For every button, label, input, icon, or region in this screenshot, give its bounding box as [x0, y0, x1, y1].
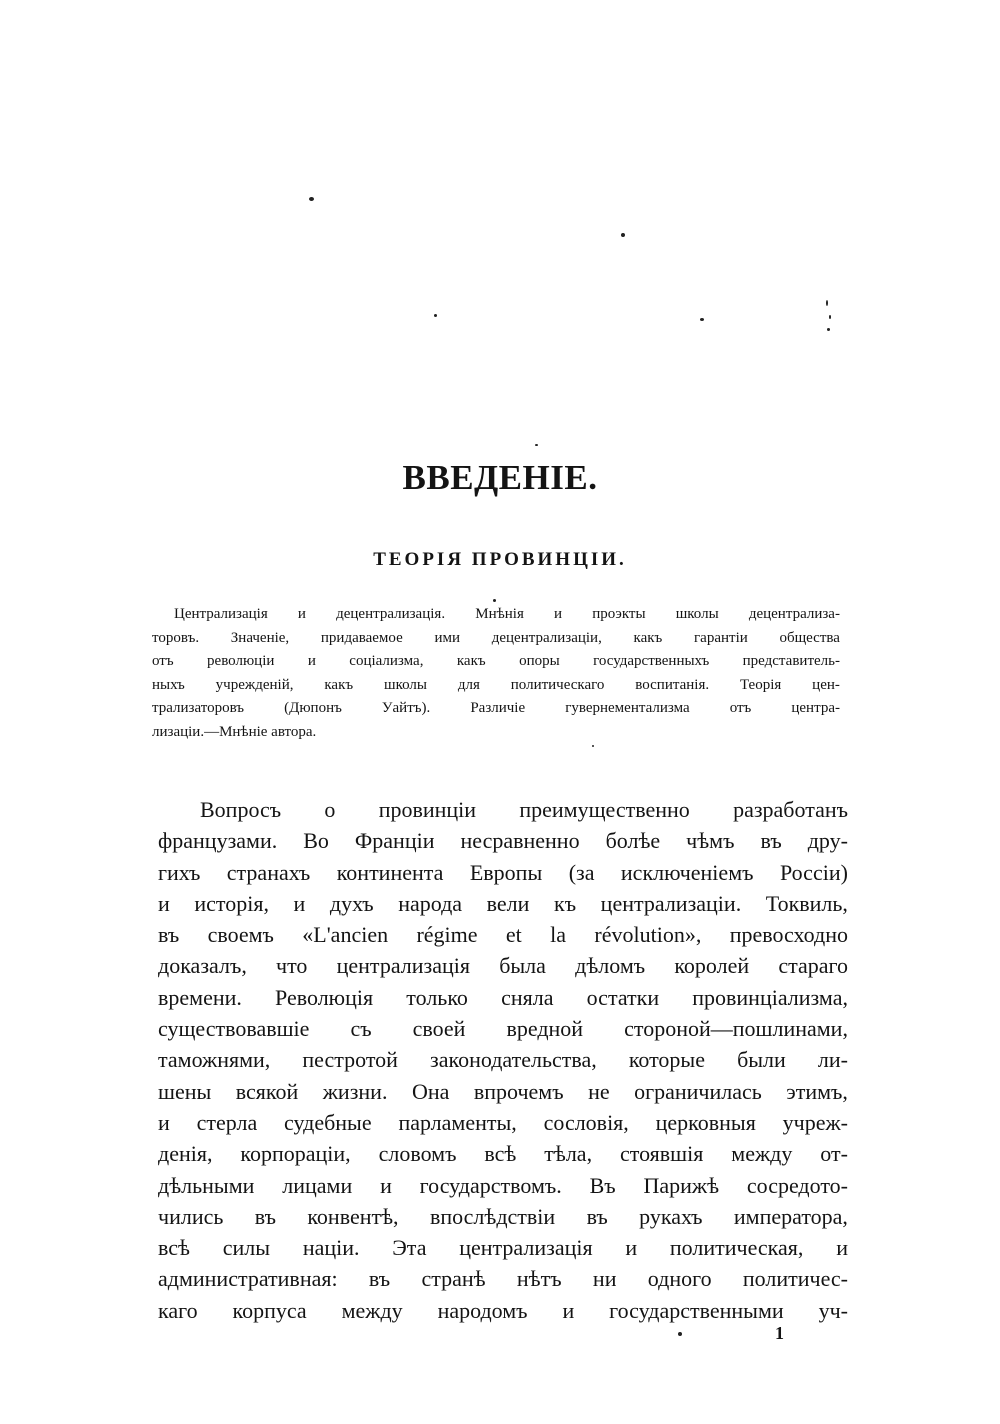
word: силы [222, 1235, 271, 1261]
text-line [158, 1138, 848, 1169]
text-line [158, 825, 848, 856]
word: соціализма, [349, 653, 424, 669]
word: сосредото- [746, 1172, 848, 1198]
word: и [307, 653, 316, 669]
word: центра- [791, 700, 840, 716]
word: странахъ [226, 859, 311, 885]
word: (Дюпонъ [284, 700, 342, 716]
word: остатки [586, 984, 660, 1010]
word: опоры [519, 653, 560, 669]
word: Россіи) [779, 859, 848, 885]
word: впрочемъ [473, 1078, 564, 1104]
word: гувернементализма [565, 700, 690, 716]
word: словомъ [378, 1141, 457, 1167]
word: денія, [158, 1141, 213, 1167]
word: централизаціи. [600, 890, 742, 916]
ink-speck [678, 1332, 682, 1336]
word: континента [336, 859, 444, 885]
text-line [158, 1295, 848, 1326]
word: превосходно [729, 922, 848, 948]
text-line [152, 674, 840, 698]
word: чѣмъ [686, 828, 735, 854]
word: отъ [152, 653, 174, 669]
word: ограничилась [634, 1078, 762, 1104]
word: корпуса [232, 1297, 307, 1323]
word: рукахъ [639, 1203, 703, 1229]
word: существовавшіе [158, 1016, 310, 1042]
word: придаваемое [320, 629, 403, 646]
word: лизаціи.—Мнѣніе автора. [152, 723, 317, 740]
text-line [158, 950, 848, 981]
word: и [297, 606, 306, 622]
word: политическая, [669, 1235, 804, 1261]
word: торовъ. [152, 629, 200, 646]
word: révolution», [594, 922, 702, 948]
word: для [457, 676, 480, 693]
word: (за [568, 859, 595, 885]
word: императора, [733, 1203, 848, 1229]
word: исключеніемъ [620, 859, 754, 885]
ink-speck [621, 233, 625, 237]
word: какъ [324, 676, 354, 693]
word: централизація [336, 953, 470, 979]
word: Она [411, 1078, 450, 1104]
text-line [158, 1263, 848, 1294]
ink-speck [826, 300, 828, 306]
word: французами. [158, 828, 278, 854]
word: сняла [501, 984, 554, 1010]
word: государствомъ. [419, 1172, 562, 1198]
chapter-abstract [152, 603, 840, 744]
word: Европы [469, 859, 543, 885]
word: нѣтъ [516, 1266, 562, 1292]
ink-speck [700, 318, 704, 321]
word: не [588, 1078, 610, 1104]
word: всякой [235, 1078, 299, 1104]
word: от- [820, 1141, 848, 1167]
word: націи. [302, 1235, 360, 1261]
word: народа [398, 890, 463, 916]
word: децентрализація. [336, 606, 446, 622]
text-line [158, 1232, 848, 1263]
chapter-subtitle: ТЕОРІЯ ПРОВИНЦІИ. [373, 549, 627, 570]
word: Значеніе, [230, 629, 290, 646]
word: въ [158, 922, 180, 948]
word: и [158, 890, 170, 916]
chapter-title: ВВЕДЕНІЕ. [402, 458, 598, 497]
word: въ [586, 1203, 608, 1229]
word: провинціи [378, 797, 477, 822]
word: «L'ancien [302, 922, 389, 948]
ink-speck [592, 745, 594, 747]
word: régime [416, 922, 478, 948]
word: одного [647, 1266, 712, 1292]
ink-speck [493, 599, 496, 602]
text-line [158, 982, 848, 1013]
word: ни [592, 1266, 617, 1292]
word: Парижѣ [643, 1172, 720, 1198]
word: Эта [392, 1235, 427, 1261]
word: централизація [459, 1235, 593, 1261]
word: децентрализаціи, [491, 629, 602, 646]
word: сословія, [543, 1109, 629, 1135]
word: болѣе [605, 828, 661, 854]
word: парламенты, [398, 1109, 517, 1135]
word: судебные [284, 1109, 372, 1135]
ink-speck [535, 444, 538, 446]
text-line [158, 1076, 848, 1107]
word: гихъ [158, 859, 201, 885]
word: стоявшія [620, 1141, 704, 1167]
word: народомъ [437, 1297, 528, 1323]
word: чились [158, 1203, 224, 1229]
word: и [380, 1172, 392, 1198]
word: цен- [812, 676, 840, 693]
word: политическаго [510, 676, 605, 693]
page-number: 1 [775, 1323, 784, 1343]
word: отъ [729, 700, 752, 716]
word: проэкты [592, 606, 646, 622]
word: духъ [329, 890, 374, 916]
word: провинціализма, [692, 984, 848, 1010]
word: были [737, 1047, 786, 1073]
word: въ [254, 1203, 276, 1229]
text-line [158, 1201, 848, 1232]
word: несравненно [460, 828, 580, 854]
text-line [152, 697, 840, 721]
text-line [152, 627, 840, 651]
word: разработанъ [733, 797, 848, 822]
word: представитель- [742, 653, 840, 669]
word: дѣльными [158, 1172, 255, 1198]
word: церковныя [655, 1109, 756, 1135]
word: Мнѣнія [475, 606, 524, 622]
word: которые [628, 1047, 705, 1073]
text-line [158, 1044, 848, 1075]
word: политичес- [742, 1266, 848, 1292]
word: дру- [807, 828, 848, 854]
text-line [158, 794, 848, 825]
word: ими [434, 629, 461, 646]
word: и [554, 606, 563, 622]
word: революціи [207, 653, 275, 669]
word: впослѣдствіи [429, 1203, 556, 1229]
word: Централизація [174, 606, 268, 622]
word: трализаторовъ [152, 700, 245, 716]
word: только [406, 984, 468, 1010]
word: стараго [778, 953, 848, 979]
word: и [836, 1235, 848, 1261]
word: учрежденій, [215, 676, 294, 693]
ink-speck [434, 314, 437, 317]
word: и [293, 890, 306, 916]
word: школы [675, 606, 719, 622]
word: исторія, [194, 890, 269, 916]
word: всѣ [484, 1141, 517, 1167]
word: et [505, 922, 522, 948]
word: Франціи [354, 828, 435, 854]
text-line [158, 1013, 848, 1044]
word: Въ [589, 1172, 616, 1198]
text-line [158, 919, 848, 950]
ink-speck [827, 328, 830, 331]
word: времени. [158, 984, 242, 1010]
word: Уайтъ). [381, 700, 431, 716]
word: Революція [275, 984, 374, 1010]
ink-speck [829, 315, 831, 319]
word: шены [158, 1078, 212, 1104]
text-line [158, 1107, 848, 1138]
word: своей [412, 1016, 466, 1042]
word: таможнями, [158, 1047, 271, 1073]
word: воспитанія. [635, 676, 710, 693]
word: въ [368, 1266, 391, 1292]
word: своемъ [207, 922, 274, 948]
word: и [562, 1297, 575, 1323]
text-line [152, 603, 840, 627]
word: ныхъ [152, 676, 185, 693]
word: корпораціи, [240, 1141, 351, 1167]
word: и [158, 1109, 170, 1135]
word: Различіе [470, 700, 526, 716]
word: съ [350, 1016, 372, 1042]
word: доказалъ, [158, 953, 247, 979]
word: учреж- [782, 1109, 848, 1135]
word: Вопросъ [200, 797, 282, 822]
word: какъ [456, 653, 486, 669]
word: la [550, 922, 567, 948]
word: жизни. [322, 1078, 388, 1104]
text-line [152, 721, 840, 745]
word: королей [674, 953, 750, 979]
word: о [324, 797, 336, 822]
word: стороной—пошлинами, [624, 1016, 848, 1042]
word: преимущественно [519, 797, 690, 822]
word: какъ [633, 629, 663, 646]
word: Во [303, 828, 329, 854]
word: стерла [196, 1109, 258, 1135]
word: вредной [506, 1016, 584, 1042]
word: административная: [158, 1266, 338, 1292]
word: между [341, 1297, 403, 1323]
word: была [499, 953, 546, 979]
word: между [731, 1141, 793, 1167]
word: ли- [817, 1047, 848, 1073]
word: гарантіи [694, 629, 748, 646]
word: государственными [609, 1297, 784, 1323]
word: и [625, 1235, 638, 1261]
ink-speck [309, 197, 314, 201]
text-line [158, 888, 848, 919]
text-line [158, 1170, 848, 1201]
word: всѣ [158, 1235, 190, 1261]
word: законодательства, [430, 1047, 597, 1073]
text-line [158, 857, 848, 888]
word: дѣломъ [575, 953, 646, 979]
word: странѣ [421, 1266, 486, 1292]
word: каго [158, 1297, 198, 1323]
word: лицами [282, 1172, 353, 1198]
word: вели [486, 890, 530, 916]
word: школы [384, 676, 427, 693]
word: уч- [818, 1297, 848, 1323]
word: что [276, 953, 308, 979]
word: Теорія [739, 676, 782, 693]
word: этимъ, [786, 1078, 848, 1104]
word: къ [554, 890, 577, 916]
body-text [158, 794, 848, 1326]
word: Токвиль, [765, 890, 848, 916]
word: пестротой [302, 1047, 398, 1073]
text-line [152, 650, 840, 674]
word: децентрализа- [748, 606, 840, 622]
word: государственныхъ [593, 653, 710, 669]
word: конвентѣ, [307, 1203, 399, 1229]
word: общества [779, 629, 840, 646]
word: въ [760, 828, 782, 854]
word: тѣла, [544, 1141, 593, 1167]
